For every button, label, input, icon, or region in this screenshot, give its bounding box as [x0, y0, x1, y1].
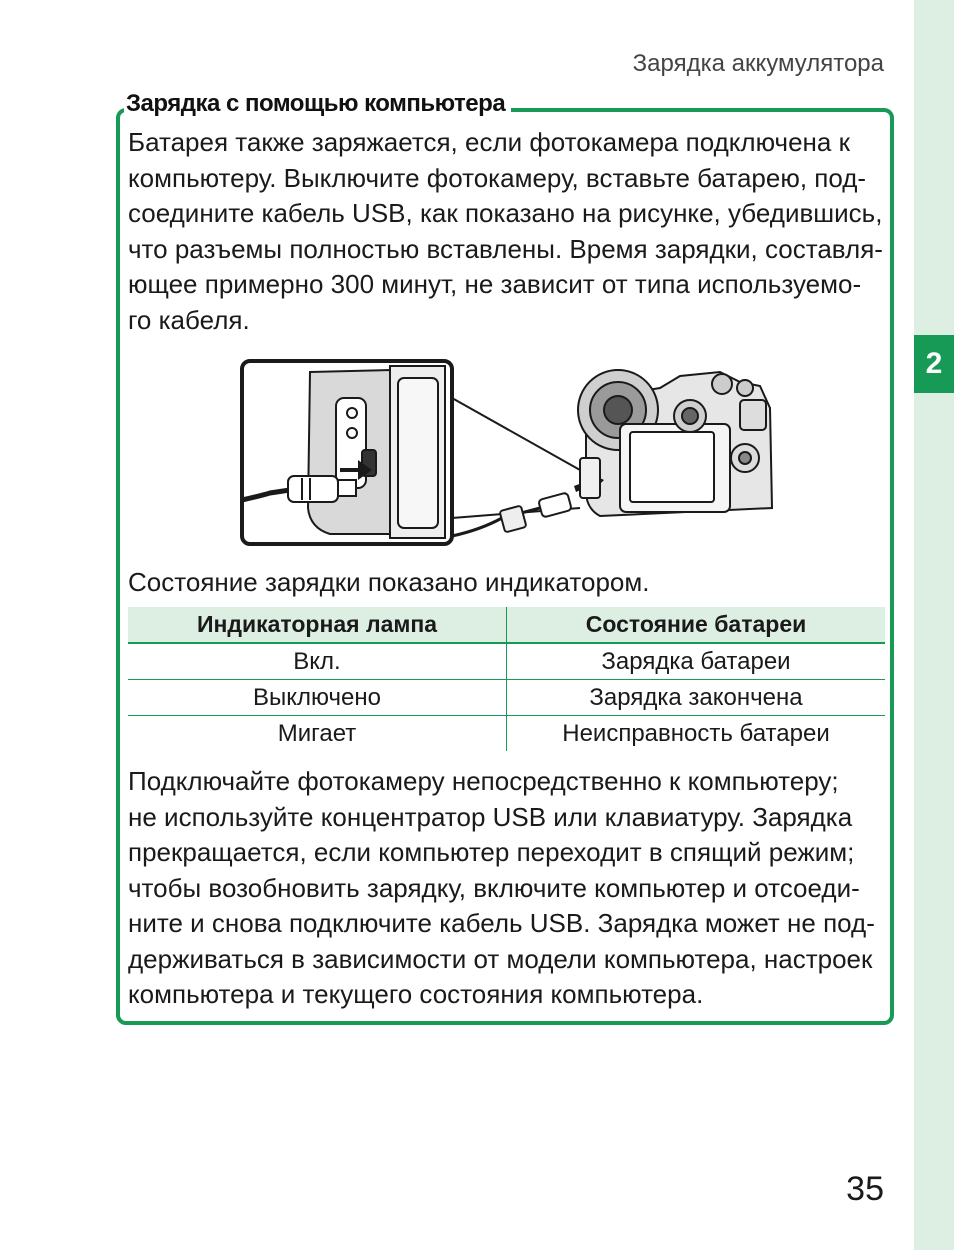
status-cell: Неисправность батареи — [562, 719, 830, 747]
lamp-cell: Вкл. — [128, 643, 507, 680]
usb-cable — [452, 508, 540, 536]
table-header-row — [128, 607, 885, 643]
page-number: 35 — [846, 1170, 884, 1208]
intro-paragraph — [128, 125, 888, 338]
lamp-cell: Выключено — [128, 680, 507, 716]
indicator-sentence: Состояние зарядки показано индикатором. — [128, 567, 650, 597]
status-table — [128, 607, 885, 751]
box-title: Зарядка с помощью компьютера — [124, 90, 511, 118]
header-battery-status: Состояние батареи — [507, 607, 886, 643]
text-line: ните и снова подключите кабель USB. Зарядка может не под- — [128, 908, 875, 938]
text-line: компьютеру. Выключите фотокамеру, вставьте батарею, под- — [128, 162, 867, 193]
note-paragraph — [128, 764, 888, 1013]
text-line: не используйте концентратор USB или клавиатуру. Зарядка — [128, 801, 853, 832]
text-line: го кабеля. — [128, 304, 250, 335]
text-line: что разъемы полностью вставлены. Время зарядки, составля- — [128, 233, 883, 264]
status-cell: Зарядка закончена — [507, 680, 886, 716]
camera-usb-illustration — [240, 358, 780, 548]
table-row — [128, 643, 885, 680]
text-line: чтобы возобновить зарядку, включите компьютер и отсоеди- — [128, 872, 860, 903]
header-indicator-lamp: Индикаторная лампа — [128, 607, 507, 643]
running-header: Зарядка аккумулятора — [632, 50, 884, 77]
text-line: Батарея также заряжается, если фотокамера подключена к — [128, 127, 850, 157]
side-strip — [914, 0, 954, 1250]
text-line: держиваться в зависимости от модели компьютера, настроек — [128, 943, 873, 974]
lamp-cell: Мигает — [128, 716, 507, 752]
status-cell: Зарядка батареи — [507, 643, 886, 680]
chapter-tab: 2 — [914, 335, 954, 393]
text-line: прекращается, если компьютер переходит в спящий режим; — [128, 837, 855, 867]
text-line: компьютера и текущего состояния компьютера. — [128, 979, 704, 1009]
camera-body — [578, 370, 772, 516]
text-line: ющее примерно 300 минут, не зависит от типа используемо- — [128, 269, 862, 299]
text-line: соедините кабель USB, как показано на рисунке, убедившись, — [128, 198, 883, 228]
table-row — [128, 716, 885, 752]
table-row — [128, 680, 885, 716]
usb-plug-closeup — [288, 476, 338, 502]
text-line: Подключайте фотокамеру непосредственно к компьютеру; — [128, 766, 839, 796]
